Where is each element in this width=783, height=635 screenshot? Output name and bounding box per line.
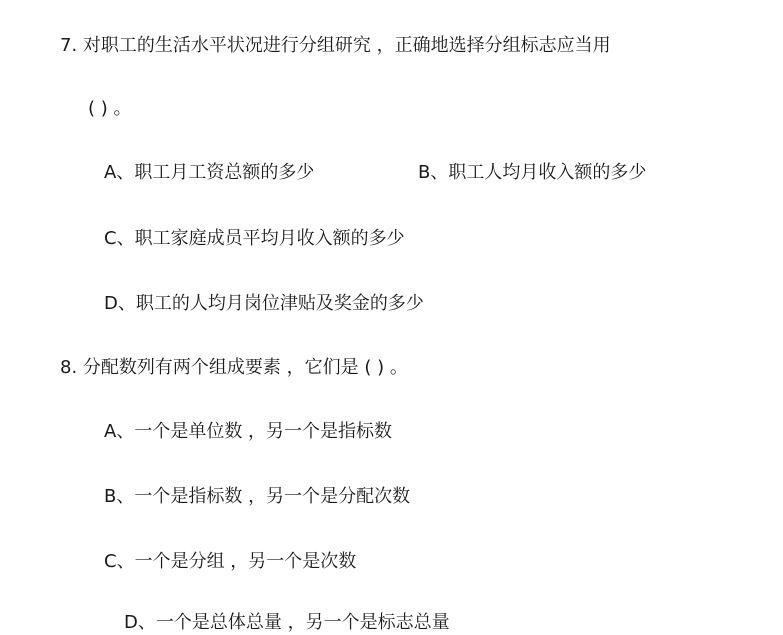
question-8-stem: 8. 分配数列有两个组成要素 ，它们是 ( ) 。: [60, 357, 408, 378]
question-8-option-c: C、一个是分组 ，另一个是次数: [104, 551, 357, 572]
question-8-option-a: A、一个是单位数 ，另一个是指标数: [104, 421, 393, 442]
question-8-option-b: B、一个是指标数 ，另一个是分配次数: [104, 486, 411, 507]
question-8-option-d: D、一个是总体总量 ，另一个是标志总量: [124, 612, 450, 633]
question-7-option-c: C、职工家庭成员平均月收入额的多少: [104, 228, 405, 249]
question-7-option-b: B、职工人均月收入额的多少: [418, 162, 647, 183]
question-7-option-d: D、职工的人均月岗位津贴及奖金的多少: [104, 293, 424, 314]
question-7-stem: 7. 对职工的生活水平状况进行分组研究 ，正确地选择分组标志应当用: [60, 35, 611, 56]
question-7-option-a: A、职工月工资总额的多少: [104, 162, 315, 183]
question-7-answer-blank: ( ) 。: [88, 98, 132, 119]
